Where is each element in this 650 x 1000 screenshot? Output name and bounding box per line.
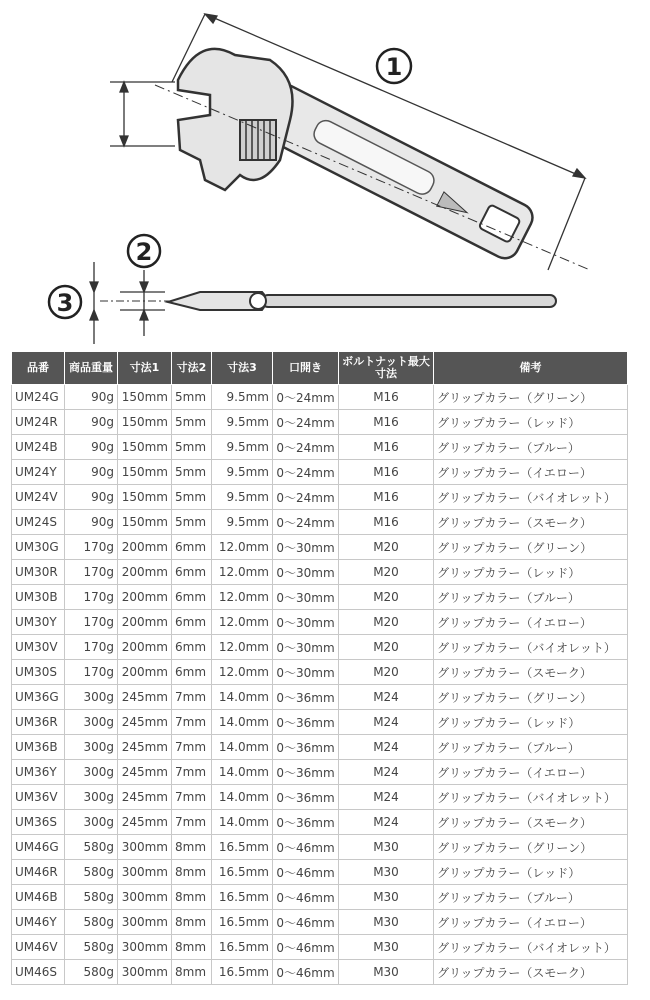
cell-weight: 300g [65, 785, 118, 810]
cell-jaw-opening: 0〜30mm [273, 560, 339, 585]
cell-dimension-2: 5mm [172, 435, 212, 460]
cell-dimension-2: 5mm [172, 385, 212, 410]
cell-dimension-3: 9.5mm [212, 485, 273, 510]
cell-jaw-opening: 0〜36mm [273, 760, 339, 785]
header-notes: 備考 [434, 352, 628, 385]
cell-dimension-1: 245mm [118, 760, 172, 785]
cell-dimension-3: 12.0mm [212, 635, 273, 660]
cell-notes: グリップカラー（レッド） [434, 410, 628, 435]
table-row [12, 710, 628, 735]
cell-dimension-2: 8mm [172, 860, 212, 885]
header-max-bolt-nut: ボルトナット最大寸法 [339, 352, 434, 385]
cell-jaw-opening: 0〜36mm [273, 710, 339, 735]
cell-weight: 580g [65, 910, 118, 935]
cell-weight: 300g [65, 760, 118, 785]
wrench-side-view [100, 292, 556, 310]
cell-part-number: UM36Y [12, 760, 65, 785]
table-row [12, 535, 628, 560]
cell-dimension-3: 16.5mm [212, 960, 273, 985]
cell-dimension-1: 245mm [118, 685, 172, 710]
cell-part-number: UM24Y [12, 460, 65, 485]
cell-dimension-3: 16.5mm [212, 885, 273, 910]
cell-max-bolt-nut: M30 [339, 835, 434, 860]
cell-max-bolt-nut: M24 [339, 810, 434, 835]
cell-weight: 300g [65, 710, 118, 735]
cell-notes: グリップカラー（スモーク） [434, 810, 628, 835]
cell-notes: グリップカラー（バイオレット） [434, 785, 628, 810]
cell-dimension-2: 8mm [172, 835, 212, 860]
cell-dimension-3: 16.5mm [212, 835, 273, 860]
table-row [12, 635, 628, 660]
table-row [12, 785, 628, 810]
cell-jaw-opening: 0〜46mm [273, 935, 339, 960]
cell-part-number: UM46G [12, 835, 65, 860]
cell-notes: グリップカラー（レッド） [434, 710, 628, 735]
cell-jaw-opening: 0〜36mm [273, 685, 339, 710]
cell-max-bolt-nut: M20 [339, 535, 434, 560]
cell-max-bolt-nut: M30 [339, 910, 434, 935]
table-row [12, 660, 628, 685]
cell-jaw-opening: 0〜30mm [273, 660, 339, 685]
cell-max-bolt-nut: M16 [339, 460, 434, 485]
cell-max-bolt-nut: M24 [339, 710, 434, 735]
table-row [12, 910, 628, 935]
cell-part-number: UM30R [12, 560, 65, 585]
cell-jaw-opening: 0〜24mm [273, 485, 339, 510]
cell-dimension-2: 7mm [172, 760, 212, 785]
cell-weight: 170g [65, 535, 118, 560]
table-row [12, 685, 628, 710]
cell-dimension-1: 150mm [118, 410, 172, 435]
cell-notes: グリップカラー（レッド） [434, 560, 628, 585]
cell-jaw-opening: 0〜46mm [273, 960, 339, 985]
cell-part-number: UM46V [12, 935, 65, 960]
cell-dimension-2: 5mm [172, 460, 212, 485]
cell-dimension-2: 5mm [172, 510, 212, 535]
cell-jaw-opening: 0〜24mm [273, 385, 339, 410]
cell-weight: 580g [65, 835, 118, 860]
cell-notes: グリップカラー（グリーン） [434, 385, 628, 410]
cell-dimension-1: 200mm [118, 610, 172, 635]
cell-dimension-1: 245mm [118, 785, 172, 810]
cell-dimension-1: 150mm [118, 435, 172, 460]
cell-notes: グリップカラー（スモーク） [434, 510, 628, 535]
cell-notes: グリップカラー（イエロー） [434, 610, 628, 635]
cell-dimension-3: 14.0mm [212, 760, 273, 785]
cell-dimension-3: 12.0mm [212, 610, 273, 635]
cell-notes: グリップカラー（グリーン） [434, 685, 628, 710]
cell-dimension-2: 8mm [172, 885, 212, 910]
cell-jaw-opening: 0〜24mm [273, 460, 339, 485]
cell-dimension-2: 7mm [172, 810, 212, 835]
cell-dimension-1: 200mm [118, 660, 172, 685]
cell-dimension-3: 12.0mm [212, 585, 273, 610]
cell-notes: グリップカラー（ブルー） [434, 585, 628, 610]
cell-dimension-2: 6mm [172, 660, 212, 685]
cell-dimension-2: 6mm [172, 610, 212, 635]
cell-dimension-2: 7mm [172, 735, 212, 760]
cell-weight: 300g [65, 735, 118, 760]
cell-dimension-1: 300mm [118, 960, 172, 985]
callout-3: 3 [56, 289, 74, 317]
cell-notes: グリップカラー（イエロー） [434, 460, 628, 485]
cell-jaw-opening: 0〜30mm [273, 635, 339, 660]
cell-weight: 90g [65, 485, 118, 510]
cell-part-number: UM46S [12, 960, 65, 985]
callout-2: 2 [135, 238, 153, 266]
cell-dimension-1: 200mm [118, 560, 172, 585]
cell-notes: グリップカラー（バイオレット） [434, 635, 628, 660]
cell-dimension-3: 12.0mm [212, 660, 273, 685]
table-row [12, 935, 628, 960]
cell-dimension-1: 150mm [118, 485, 172, 510]
table-row [12, 810, 628, 835]
cell-jaw-opening: 0〜36mm [273, 785, 339, 810]
cell-part-number: UM36G [12, 685, 65, 710]
cell-part-number: UM30G [12, 535, 65, 560]
callout-1: 1 [385, 53, 403, 81]
cell-max-bolt-nut: M24 [339, 685, 434, 710]
cell-jaw-opening: 0〜46mm [273, 860, 339, 885]
cell-dimension-2: 8mm [172, 960, 212, 985]
cell-jaw-opening: 0〜30mm [273, 535, 339, 560]
cell-jaw-opening: 0〜24mm [273, 410, 339, 435]
header-jaw-opening: 口開き [273, 352, 339, 385]
cell-max-bolt-nut: M30 [339, 960, 434, 985]
cell-max-bolt-nut: M20 [339, 560, 434, 585]
cell-dimension-2: 6mm [172, 535, 212, 560]
cell-dimension-3: 9.5mm [212, 385, 273, 410]
table-row [12, 560, 628, 585]
cell-jaw-opening: 0〜36mm [273, 810, 339, 835]
cell-dimension-3: 9.5mm [212, 460, 273, 485]
table-row [12, 835, 628, 860]
cell-notes: グリップカラー（ブルー） [434, 885, 628, 910]
cell-part-number: UM24R [12, 410, 65, 435]
cell-max-bolt-nut: M30 [339, 860, 434, 885]
table-row [12, 435, 628, 460]
cell-weight: 170g [65, 560, 118, 585]
cell-dimension-2: 5mm [172, 485, 212, 510]
cell-max-bolt-nut: M16 [339, 410, 434, 435]
table-row [12, 585, 628, 610]
cell-dimension-1: 245mm [118, 735, 172, 760]
table-row [12, 385, 628, 410]
cell-weight: 580g [65, 885, 118, 910]
cell-jaw-opening: 0〜24mm [273, 435, 339, 460]
cell-jaw-opening: 0〜30mm [273, 585, 339, 610]
cell-dimension-2: 6mm [172, 585, 212, 610]
cell-dimension-1: 300mm [118, 835, 172, 860]
cell-dimension-1: 150mm [118, 385, 172, 410]
cell-max-bolt-nut: M16 [339, 435, 434, 460]
cell-dimension-1: 200mm [118, 535, 172, 560]
table-body [12, 385, 628, 985]
header-dimension-3: 寸法3 [212, 352, 273, 385]
cell-dimension-3: 9.5mm [212, 435, 273, 460]
cell-jaw-opening: 0〜46mm [273, 910, 339, 935]
cell-dimension-3: 14.0mm [212, 810, 273, 835]
cell-notes: グリップカラー（グリーン） [434, 535, 628, 560]
cell-part-number: UM30V [12, 635, 65, 660]
table-row [12, 960, 628, 985]
cell-weight: 580g [65, 960, 118, 985]
cell-part-number: UM46B [12, 885, 65, 910]
cell-part-number: UM36B [12, 735, 65, 760]
cell-weight: 300g [65, 810, 118, 835]
cell-max-bolt-nut: M24 [339, 785, 434, 810]
cell-dimension-2: 7mm [172, 685, 212, 710]
cell-part-number: UM30B [12, 585, 65, 610]
table-row [12, 735, 628, 760]
wrench-diagram [0, 0, 650, 350]
cell-max-bolt-nut: M20 [339, 585, 434, 610]
cell-max-bolt-nut: M30 [339, 935, 434, 960]
cell-max-bolt-nut: M30 [339, 885, 434, 910]
cell-dimension-1: 245mm [118, 710, 172, 735]
cell-part-number: UM46Y [12, 910, 65, 935]
header-weight: 商品重量 [65, 352, 118, 385]
cell-dimension-2: 7mm [172, 785, 212, 810]
cell-dimension-1: 150mm [118, 460, 172, 485]
cell-dimension-1: 245mm [118, 810, 172, 835]
cell-notes: グリップカラー（レッド） [434, 860, 628, 885]
cell-dimension-3: 14.0mm [212, 785, 273, 810]
cell-weight: 170g [65, 585, 118, 610]
cell-dimension-1: 300mm [118, 910, 172, 935]
cell-jaw-opening: 0〜24mm [273, 510, 339, 535]
cell-dimension-2: 6mm [172, 635, 212, 660]
cell-notes: グリップカラー（スモーク） [434, 960, 628, 985]
cell-dimension-2: 6mm [172, 560, 212, 585]
cell-dimension-3: 16.5mm [212, 935, 273, 960]
cell-jaw-opening: 0〜30mm [273, 610, 339, 635]
header-dimension-2: 寸法2 [172, 352, 212, 385]
cell-max-bolt-nut: M16 [339, 385, 434, 410]
table-row [12, 410, 628, 435]
table-row [12, 760, 628, 785]
cell-notes: グリップカラー（イエロー） [434, 910, 628, 935]
cell-part-number: UM36S [12, 810, 65, 835]
cell-dimension-2: 5mm [172, 410, 212, 435]
cell-max-bolt-nut: M24 [339, 735, 434, 760]
cell-weight: 90g [65, 435, 118, 460]
header-dimension-1: 寸法1 [118, 352, 172, 385]
cell-dimension-3: 14.0mm [212, 685, 273, 710]
table-row [12, 485, 628, 510]
cell-notes: グリップカラー（スモーク） [434, 660, 628, 685]
cell-max-bolt-nut: M20 [339, 635, 434, 660]
cell-jaw-opening: 0〜46mm [273, 835, 339, 860]
spec-table [11, 351, 628, 985]
cell-notes: グリップカラー（バイオレット） [434, 485, 628, 510]
cell-weight: 170g [65, 635, 118, 660]
cell-part-number: UM24B [12, 435, 65, 460]
cell-notes: グリップカラー（ブルー） [434, 735, 628, 760]
cell-part-number: UM30Y [12, 610, 65, 635]
cell-dimension-3: 12.0mm [212, 535, 273, 560]
cell-dimension-1: 200mm [118, 585, 172, 610]
cell-dimension-3: 12.0mm [212, 560, 273, 585]
cell-dimension-3: 16.5mm [212, 860, 273, 885]
cell-dimension-3: 16.5mm [212, 910, 273, 935]
cell-dimension-3: 9.5mm [212, 410, 273, 435]
cell-jaw-opening: 0〜36mm [273, 735, 339, 760]
cell-notes: グリップカラー（バイオレット） [434, 935, 628, 960]
cell-dimension-2: 8mm [172, 935, 212, 960]
cell-part-number: UM24G [12, 385, 65, 410]
cell-notes: グリップカラー（グリーン） [434, 835, 628, 860]
cell-dimension-1: 300mm [118, 860, 172, 885]
cell-part-number: UM46R [12, 860, 65, 885]
cell-dimension-3: 9.5mm [212, 510, 273, 535]
cell-weight: 580g [65, 860, 118, 885]
cell-max-bolt-nut: M16 [339, 485, 434, 510]
table-row [12, 860, 628, 885]
table-row [12, 460, 628, 485]
table-header-row [12, 352, 628, 385]
cell-dimension-2: 7mm [172, 710, 212, 735]
table-row [12, 510, 628, 535]
cell-dimension-1: 300mm [118, 935, 172, 960]
dimension-side [90, 262, 165, 344]
table-row [12, 885, 628, 910]
cell-jaw-opening: 0〜46mm [273, 885, 339, 910]
cell-part-number: UM30S [12, 660, 65, 685]
cell-dimension-1: 200mm [118, 635, 172, 660]
dimension-jaw [110, 82, 175, 146]
cell-notes: グリップカラー（イエロー） [434, 760, 628, 785]
cell-dimension-2: 8mm [172, 910, 212, 935]
wrench-handle [253, 80, 538, 263]
cell-part-number: UM24S [12, 510, 65, 535]
cell-dimension-3: 14.0mm [212, 710, 273, 735]
table-row [12, 610, 628, 635]
cell-weight: 580g [65, 935, 118, 960]
cell-weight: 90g [65, 410, 118, 435]
header-part-number: 品番 [12, 352, 65, 385]
cell-dimension-1: 150mm [118, 510, 172, 535]
cell-dimension-1: 300mm [118, 885, 172, 910]
cell-weight: 90g [65, 385, 118, 410]
cell-max-bolt-nut: M16 [339, 510, 434, 535]
cell-max-bolt-nut: M20 [339, 660, 434, 685]
cell-weight: 170g [65, 660, 118, 685]
cell-max-bolt-nut: M24 [339, 760, 434, 785]
cell-max-bolt-nut: M20 [339, 610, 434, 635]
cell-weight: 170g [65, 610, 118, 635]
cell-dimension-3: 14.0mm [212, 735, 273, 760]
cell-weight: 300g [65, 685, 118, 710]
cell-weight: 90g [65, 510, 118, 535]
cell-weight: 90g [65, 460, 118, 485]
cell-part-number: UM24V [12, 485, 65, 510]
cell-part-number: UM36V [12, 785, 65, 810]
cell-part-number: UM36R [12, 710, 65, 735]
cell-notes: グリップカラー（ブルー） [434, 435, 628, 460]
